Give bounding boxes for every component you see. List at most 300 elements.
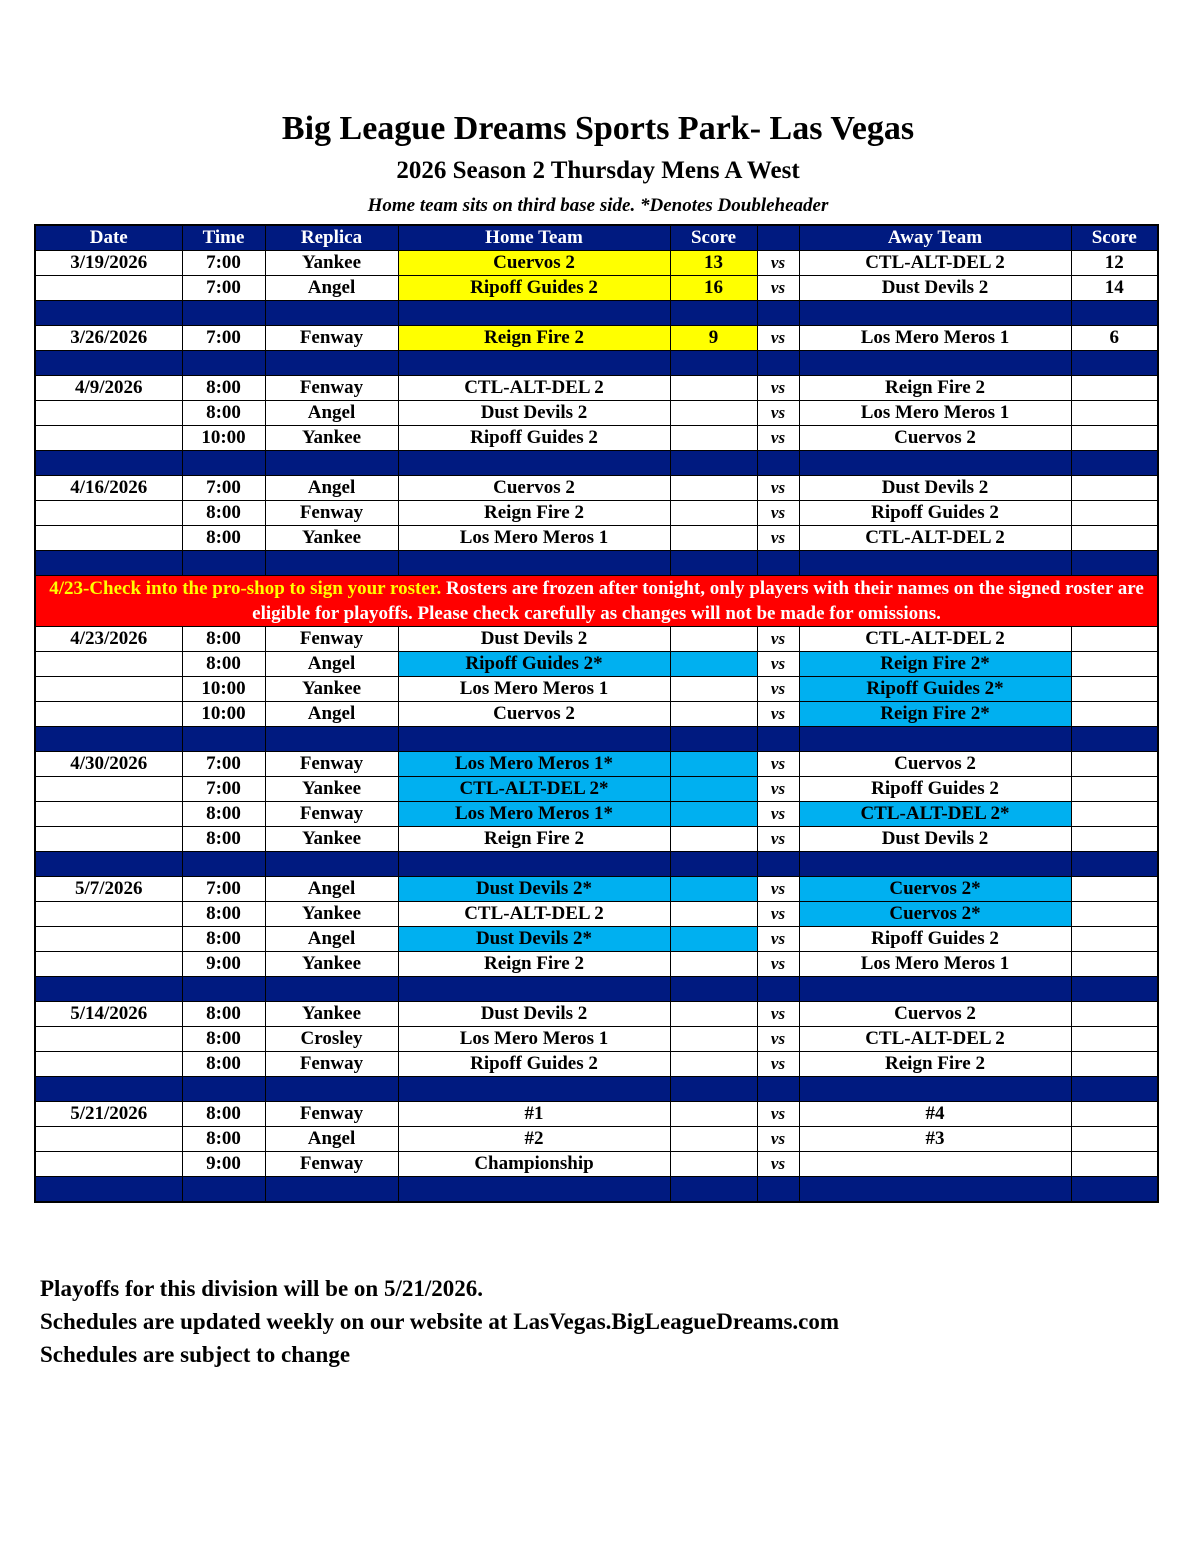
home-score-cell <box>670 702 757 727</box>
time-cell: 8:00 <box>182 1027 265 1052</box>
spacer-cell <box>265 1177 398 1203</box>
home-team-cell: Los Mero Meros 1* <box>398 752 670 777</box>
away-score-cell <box>1071 501 1158 526</box>
vs-cell: vs <box>757 752 799 777</box>
away-score-cell: 14 <box>1071 276 1158 301</box>
spacer-cell <box>799 977 1071 1002</box>
game-row <box>35 627 1158 652</box>
away-team-cell: #4 <box>799 1102 1071 1127</box>
home-team-cell: Los Mero Meros 1 <box>398 677 670 702</box>
home-score-cell <box>670 401 757 426</box>
time-cell: 7:00 <box>182 777 265 802</box>
home-score-cell <box>670 1102 757 1127</box>
away-score-cell <box>1071 652 1158 677</box>
vs-cell: vs <box>757 476 799 501</box>
spacer-cell <box>265 551 398 576</box>
game-row <box>35 1102 1158 1127</box>
vs-cell: vs <box>757 326 799 351</box>
game-row <box>35 1002 1158 1027</box>
game-row <box>35 476 1158 501</box>
time-cell: 7:00 <box>182 476 265 501</box>
spacer-cell <box>398 551 670 576</box>
vs-cell: vs <box>757 1152 799 1177</box>
home-score-cell <box>670 526 757 551</box>
schedule-note: Home team sits on third base side. *Denotes Doubleheader <box>367 195 829 216</box>
replica-cell: Angel <box>265 276 398 301</box>
date-cell: 4/23/2026 <box>35 627 182 652</box>
away-score-cell <box>1071 902 1158 927</box>
spacer-cell <box>35 301 182 326</box>
replica-cell: Fenway <box>265 1152 398 1177</box>
replica-cell: Yankee <box>265 677 398 702</box>
notice-text: Rosters are frozen after tonight, only players with their names on the signed roster are eligible for playoffs. Please check carefully as changes will not be made for omissions. <box>252 578 1144 624</box>
away-team-cell: Cuervos 2 <box>799 752 1071 777</box>
vs-cell: vs <box>757 677 799 702</box>
replica-cell: Fenway <box>265 752 398 777</box>
spacer-cell <box>757 727 799 752</box>
replica-cell: Yankee <box>265 526 398 551</box>
time-cell: 8:00 <box>182 1127 265 1152</box>
date-cell <box>35 802 182 827</box>
vs-cell: vs <box>757 802 799 827</box>
date-cell: 5/21/2026 <box>35 1102 182 1127</box>
game-row <box>35 827 1158 852</box>
spacer-cell <box>757 1077 799 1102</box>
away-score-cell <box>1071 927 1158 952</box>
vs-cell: vs <box>757 652 799 677</box>
time-cell: 8:00 <box>182 1002 265 1027</box>
date-cell <box>35 276 182 301</box>
game-row <box>35 1052 1158 1077</box>
home-score-cell <box>670 627 757 652</box>
date-cell <box>35 677 182 702</box>
replica-cell: Angel <box>265 702 398 727</box>
replica-cell: Yankee <box>265 952 398 977</box>
replica-cell: Yankee <box>265 827 398 852</box>
home-score-cell <box>670 677 757 702</box>
date-cell <box>35 652 182 677</box>
spacer-cell <box>265 1077 398 1102</box>
time-cell: 8:00 <box>182 501 265 526</box>
spacer-cell <box>757 1177 799 1203</box>
spacer-cell <box>35 852 182 877</box>
spacer-cell <box>1071 977 1158 1002</box>
col-away-team: Away Team <box>799 225 1071 251</box>
spacer-cell <box>182 351 265 376</box>
vs-cell: vs <box>757 251 799 276</box>
away-team-cell: Los Mero Meros 1 <box>799 401 1071 426</box>
replica-cell: Yankee <box>265 777 398 802</box>
away-team-cell: #3 <box>799 1127 1071 1152</box>
game-row <box>35 777 1158 802</box>
spacer-cell <box>1071 451 1158 476</box>
spacer-cell <box>670 1077 757 1102</box>
game-row <box>35 877 1158 902</box>
spacer-cell <box>182 977 265 1002</box>
vs-cell: vs <box>757 927 799 952</box>
vs-cell: vs <box>757 401 799 426</box>
replica-cell: Yankee <box>265 1002 398 1027</box>
vs-cell: vs <box>757 902 799 927</box>
spacer-cell <box>799 551 1071 576</box>
spacer-cell <box>1071 852 1158 877</box>
date-cell <box>35 1027 182 1052</box>
away-team-cell: Dust Devils 2 <box>799 276 1071 301</box>
col-vs <box>757 225 799 251</box>
spacer-cell <box>398 1077 670 1102</box>
game-row <box>35 401 1158 426</box>
spacer-cell <box>265 852 398 877</box>
home-score-cell <box>670 426 757 451</box>
spacer-cell <box>398 301 670 326</box>
replica-cell: Fenway <box>265 1102 398 1127</box>
spacer-row <box>35 551 1158 576</box>
home-team-cell: #1 <box>398 1102 670 1127</box>
game-row <box>35 702 1158 727</box>
home-team-cell: CTL-ALT-DEL 2 <box>398 902 670 927</box>
spacer-cell <box>670 977 757 1002</box>
away-score-cell <box>1071 401 1158 426</box>
game-row <box>35 501 1158 526</box>
away-score-cell <box>1071 752 1158 777</box>
spacer-cell <box>35 977 182 1002</box>
home-score-cell <box>670 777 757 802</box>
away-score-cell <box>1071 1152 1158 1177</box>
vs-cell: vs <box>757 1002 799 1027</box>
game-row <box>35 902 1158 927</box>
away-team-cell: Ripoff Guides 2* <box>799 677 1071 702</box>
spacer-cell <box>182 301 265 326</box>
away-team-cell: CTL-ALT-DEL 2 <box>799 526 1071 551</box>
away-team-cell: Cuervos 2* <box>799 877 1071 902</box>
time-cell: 8:00 <box>182 627 265 652</box>
time-cell: 8:00 <box>182 1052 265 1077</box>
spacer-cell <box>757 977 799 1002</box>
away-team-cell: Cuervos 2* <box>799 902 1071 927</box>
spacer-row <box>35 727 1158 752</box>
game-row <box>35 526 1158 551</box>
spacer-cell <box>1071 1177 1158 1203</box>
vs-cell: vs <box>757 777 799 802</box>
replica-cell: Fenway <box>265 627 398 652</box>
away-team-cell: CTL-ALT-DEL 2 <box>799 627 1071 652</box>
home-team-cell: #2 <box>398 1127 670 1152</box>
spacer-cell <box>398 727 670 752</box>
home-score-cell <box>670 1027 757 1052</box>
spacer-cell <box>670 852 757 877</box>
home-team-cell: Dust Devils 2* <box>398 877 670 902</box>
spacer-cell <box>265 977 398 1002</box>
spacer-cell <box>182 1177 265 1203</box>
game-row <box>35 652 1158 677</box>
spacer-cell <box>670 1177 757 1203</box>
spacer-cell <box>398 451 670 476</box>
home-score-cell <box>670 501 757 526</box>
game-row <box>35 1152 1158 1177</box>
home-team-cell: Ripoff Guides 2 <box>398 426 670 451</box>
time-cell: 8:00 <box>182 652 265 677</box>
home-team-cell: Dust Devils 2 <box>398 627 670 652</box>
vs-cell: vs <box>757 501 799 526</box>
date-cell <box>35 1127 182 1152</box>
away-score-cell <box>1071 677 1158 702</box>
vs-cell: vs <box>757 376 799 401</box>
time-cell: 8:00 <box>182 1102 265 1127</box>
spacer-cell <box>35 1177 182 1203</box>
home-score-cell <box>670 877 757 902</box>
time-cell: 8:00 <box>182 376 265 401</box>
away-score-cell <box>1071 1002 1158 1027</box>
time-cell: 8:00 <box>182 526 265 551</box>
spacer-cell <box>670 727 757 752</box>
date-cell: 4/30/2026 <box>35 752 182 777</box>
spacer-cell <box>182 852 265 877</box>
vs-cell: vs <box>757 1027 799 1052</box>
date-cell <box>35 501 182 526</box>
spacer-cell <box>35 451 182 476</box>
spacer-cell <box>398 852 670 877</box>
date-cell <box>35 827 182 852</box>
time-cell: 8:00 <box>182 902 265 927</box>
home-team-cell: Reign Fire 2 <box>398 501 670 526</box>
spacer-cell <box>799 451 1071 476</box>
home-team-cell: Ripoff Guides 2 <box>398 1052 670 1077</box>
footer-disclaimer: Schedules are subject to change <box>40 1342 351 1367</box>
date-cell <box>35 952 182 977</box>
away-score-cell <box>1071 1027 1158 1052</box>
away-score-cell <box>1071 702 1158 727</box>
game-row <box>35 752 1158 777</box>
time-cell: 10:00 <box>182 426 265 451</box>
home-team-cell: Dust Devils 2* <box>398 927 670 952</box>
away-team-cell: Dust Devils 2 <box>799 476 1071 501</box>
home-score-cell <box>670 952 757 977</box>
spacer-cell <box>799 852 1071 877</box>
date-cell: 5/14/2026 <box>35 1002 182 1027</box>
col-time: Time <box>182 225 265 251</box>
time-cell: 8:00 <box>182 802 265 827</box>
date-cell: 5/7/2026 <box>35 877 182 902</box>
date-cell: 4/9/2026 <box>35 376 182 401</box>
home-team-cell: Los Mero Meros 1 <box>398 526 670 551</box>
away-team-cell: Reign Fire 2 <box>799 376 1071 401</box>
spacer-cell <box>398 1177 670 1203</box>
home-team-cell: Ripoff Guides 2* <box>398 652 670 677</box>
spacer-cell <box>670 451 757 476</box>
col-date: Date <box>35 225 182 251</box>
spacer-cell <box>670 351 757 376</box>
spacer-row <box>35 852 1158 877</box>
time-cell: 8:00 <box>182 927 265 952</box>
game-row <box>35 376 1158 401</box>
vs-cell: vs <box>757 1052 799 1077</box>
home-team-cell: CTL-ALT-DEL 2* <box>398 777 670 802</box>
home-team-cell: CTL-ALT-DEL 2 <box>398 376 670 401</box>
home-team-cell: Reign Fire 2 <box>398 827 670 852</box>
spacer-cell <box>1071 551 1158 576</box>
home-team-cell: Reign Fire 2 <box>398 952 670 977</box>
spacer-cell <box>1071 301 1158 326</box>
time-cell: 7:00 <box>182 251 265 276</box>
spacer-cell <box>182 1077 265 1102</box>
away-team-cell: Los Mero Meros 1 <box>799 952 1071 977</box>
away-score-cell <box>1071 827 1158 852</box>
away-team-cell: Reign Fire 2* <box>799 652 1071 677</box>
vs-cell: vs <box>757 276 799 301</box>
game-row <box>35 251 1158 276</box>
spacer-cell <box>35 727 182 752</box>
notice-highlight: Check into the pro-shop to sign your roster. <box>89 578 442 599</box>
away-team-cell: Reign Fire 2 <box>799 1052 1071 1077</box>
spacer-cell <box>35 1077 182 1102</box>
home-score-cell <box>670 927 757 952</box>
replica-cell: Fenway <box>265 1052 398 1077</box>
away-score-cell <box>1071 802 1158 827</box>
time-cell: 9:00 <box>182 952 265 977</box>
page-subtitle: 2026 Season 2 Thursday Mens A West <box>396 157 800 184</box>
away-score-cell <box>1071 1127 1158 1152</box>
home-score-cell <box>670 1002 757 1027</box>
replica-cell: Fenway <box>265 376 398 401</box>
replica-cell: Yankee <box>265 251 398 276</box>
date-cell <box>35 927 182 952</box>
home-score-cell <box>670 802 757 827</box>
away-score-cell <box>1071 1102 1158 1127</box>
home-score-cell <box>670 902 757 927</box>
time-cell: 7:00 <box>182 877 265 902</box>
spacer-cell <box>757 301 799 326</box>
home-score-cell <box>670 1052 757 1077</box>
away-score-cell <box>1071 526 1158 551</box>
spacer-row <box>35 977 1158 1002</box>
away-team-cell: Cuervos 2 <box>799 1002 1071 1027</box>
replica-cell: Angel <box>265 476 398 501</box>
col-home-team: Home Team <box>398 225 670 251</box>
date-cell <box>35 1052 182 1077</box>
date-cell <box>35 1152 182 1177</box>
home-score-cell <box>670 476 757 501</box>
home-score-cell: 13 <box>670 251 757 276</box>
spacer-cell <box>757 551 799 576</box>
game-row <box>35 426 1158 451</box>
col-away-score: Score <box>1071 225 1158 251</box>
away-score-cell <box>1071 1052 1158 1077</box>
date-cell: 3/19/2026 <box>35 251 182 276</box>
home-team-cell: Dust Devils 2 <box>398 1002 670 1027</box>
home-score-cell <box>670 652 757 677</box>
spacer-cell <box>398 977 670 1002</box>
roster-notice <box>35 576 1158 627</box>
home-team-cell: Los Mero Meros 1 <box>398 1027 670 1052</box>
time-cell: 9:00 <box>182 1152 265 1177</box>
spacer-row <box>35 451 1158 476</box>
spacer-cell <box>670 301 757 326</box>
game-row <box>35 802 1158 827</box>
away-team-cell: CTL-ALT-DEL 2 <box>799 1027 1071 1052</box>
away-team-cell: Dust Devils 2 <box>799 827 1071 852</box>
vs-cell: vs <box>757 526 799 551</box>
away-team-cell: CTL-ALT-DEL 2* <box>799 802 1071 827</box>
away-team-cell: Reign Fire 2* <box>799 702 1071 727</box>
notice-date: 4/23- <box>49 578 90 599</box>
spacer-cell <box>35 551 182 576</box>
game-row <box>35 1027 1158 1052</box>
replica-cell: Angel <box>265 877 398 902</box>
home-team-cell: Cuervos 2 <box>398 251 670 276</box>
game-row <box>35 677 1158 702</box>
home-team-cell: Reign Fire 2 <box>398 326 670 351</box>
vs-cell: vs <box>757 877 799 902</box>
date-cell <box>35 526 182 551</box>
away-team-cell: Ripoff Guides 2 <box>799 501 1071 526</box>
time-cell: 7:00 <box>182 326 265 351</box>
game-row <box>35 276 1158 301</box>
header-row <box>35 225 1158 251</box>
home-score-cell <box>670 376 757 401</box>
spacer-cell <box>1071 351 1158 376</box>
game-row <box>35 927 1158 952</box>
game-row <box>35 326 1158 351</box>
footer-playoffs: Playoffs for this division will be on 5/21/2026. <box>40 1276 484 1301</box>
date-cell <box>35 902 182 927</box>
page-title: Big League Dreams Sports Park- Las Vegas <box>281 110 915 147</box>
away-score-cell <box>1071 877 1158 902</box>
date-cell <box>35 401 182 426</box>
spacer-row <box>35 1077 1158 1102</box>
vs-cell: vs <box>757 702 799 727</box>
home-team-cell: Ripoff Guides 2 <box>398 276 670 301</box>
spacer-cell <box>265 451 398 476</box>
game-row <box>35 1127 1158 1152</box>
home-team-cell: Cuervos 2 <box>398 702 670 727</box>
time-cell: 8:00 <box>182 827 265 852</box>
date-cell <box>35 426 182 451</box>
away-team-cell: Ripoff Guides 2 <box>799 777 1071 802</box>
spacer-cell <box>757 852 799 877</box>
spacer-cell <box>265 351 398 376</box>
home-score-cell: 9 <box>670 326 757 351</box>
away-score-cell <box>1071 627 1158 652</box>
replica-cell: Yankee <box>265 426 398 451</box>
spacer-cell <box>799 301 1071 326</box>
away-score-cell <box>1071 476 1158 501</box>
spacer-cell <box>265 301 398 326</box>
col-replica: Replica <box>265 225 398 251</box>
time-cell: 10:00 <box>182 677 265 702</box>
spacer-cell <box>1071 1077 1158 1102</box>
col-home-score: Score <box>670 225 757 251</box>
away-team-cell <box>799 1152 1071 1177</box>
replica-cell: Fenway <box>265 326 398 351</box>
game-row <box>35 952 1158 977</box>
time-cell: 7:00 <box>182 276 265 301</box>
home-team-cell: Cuervos 2 <box>398 476 670 501</box>
away-score-cell <box>1071 426 1158 451</box>
spacer-cell <box>799 727 1071 752</box>
home-score-cell <box>670 752 757 777</box>
spacer-row <box>35 301 1158 326</box>
away-team-cell: Ripoff Guides 2 <box>799 927 1071 952</box>
time-cell: 10:00 <box>182 702 265 727</box>
home-score-cell <box>670 827 757 852</box>
replica-cell: Fenway <box>265 802 398 827</box>
home-team-cell: Los Mero Meros 1* <box>398 802 670 827</box>
vs-cell: vs <box>757 426 799 451</box>
spacer-cell <box>35 351 182 376</box>
away-score-cell: 6 <box>1071 326 1158 351</box>
replica-cell: Crosley <box>265 1027 398 1052</box>
replica-cell: Fenway <box>265 501 398 526</box>
